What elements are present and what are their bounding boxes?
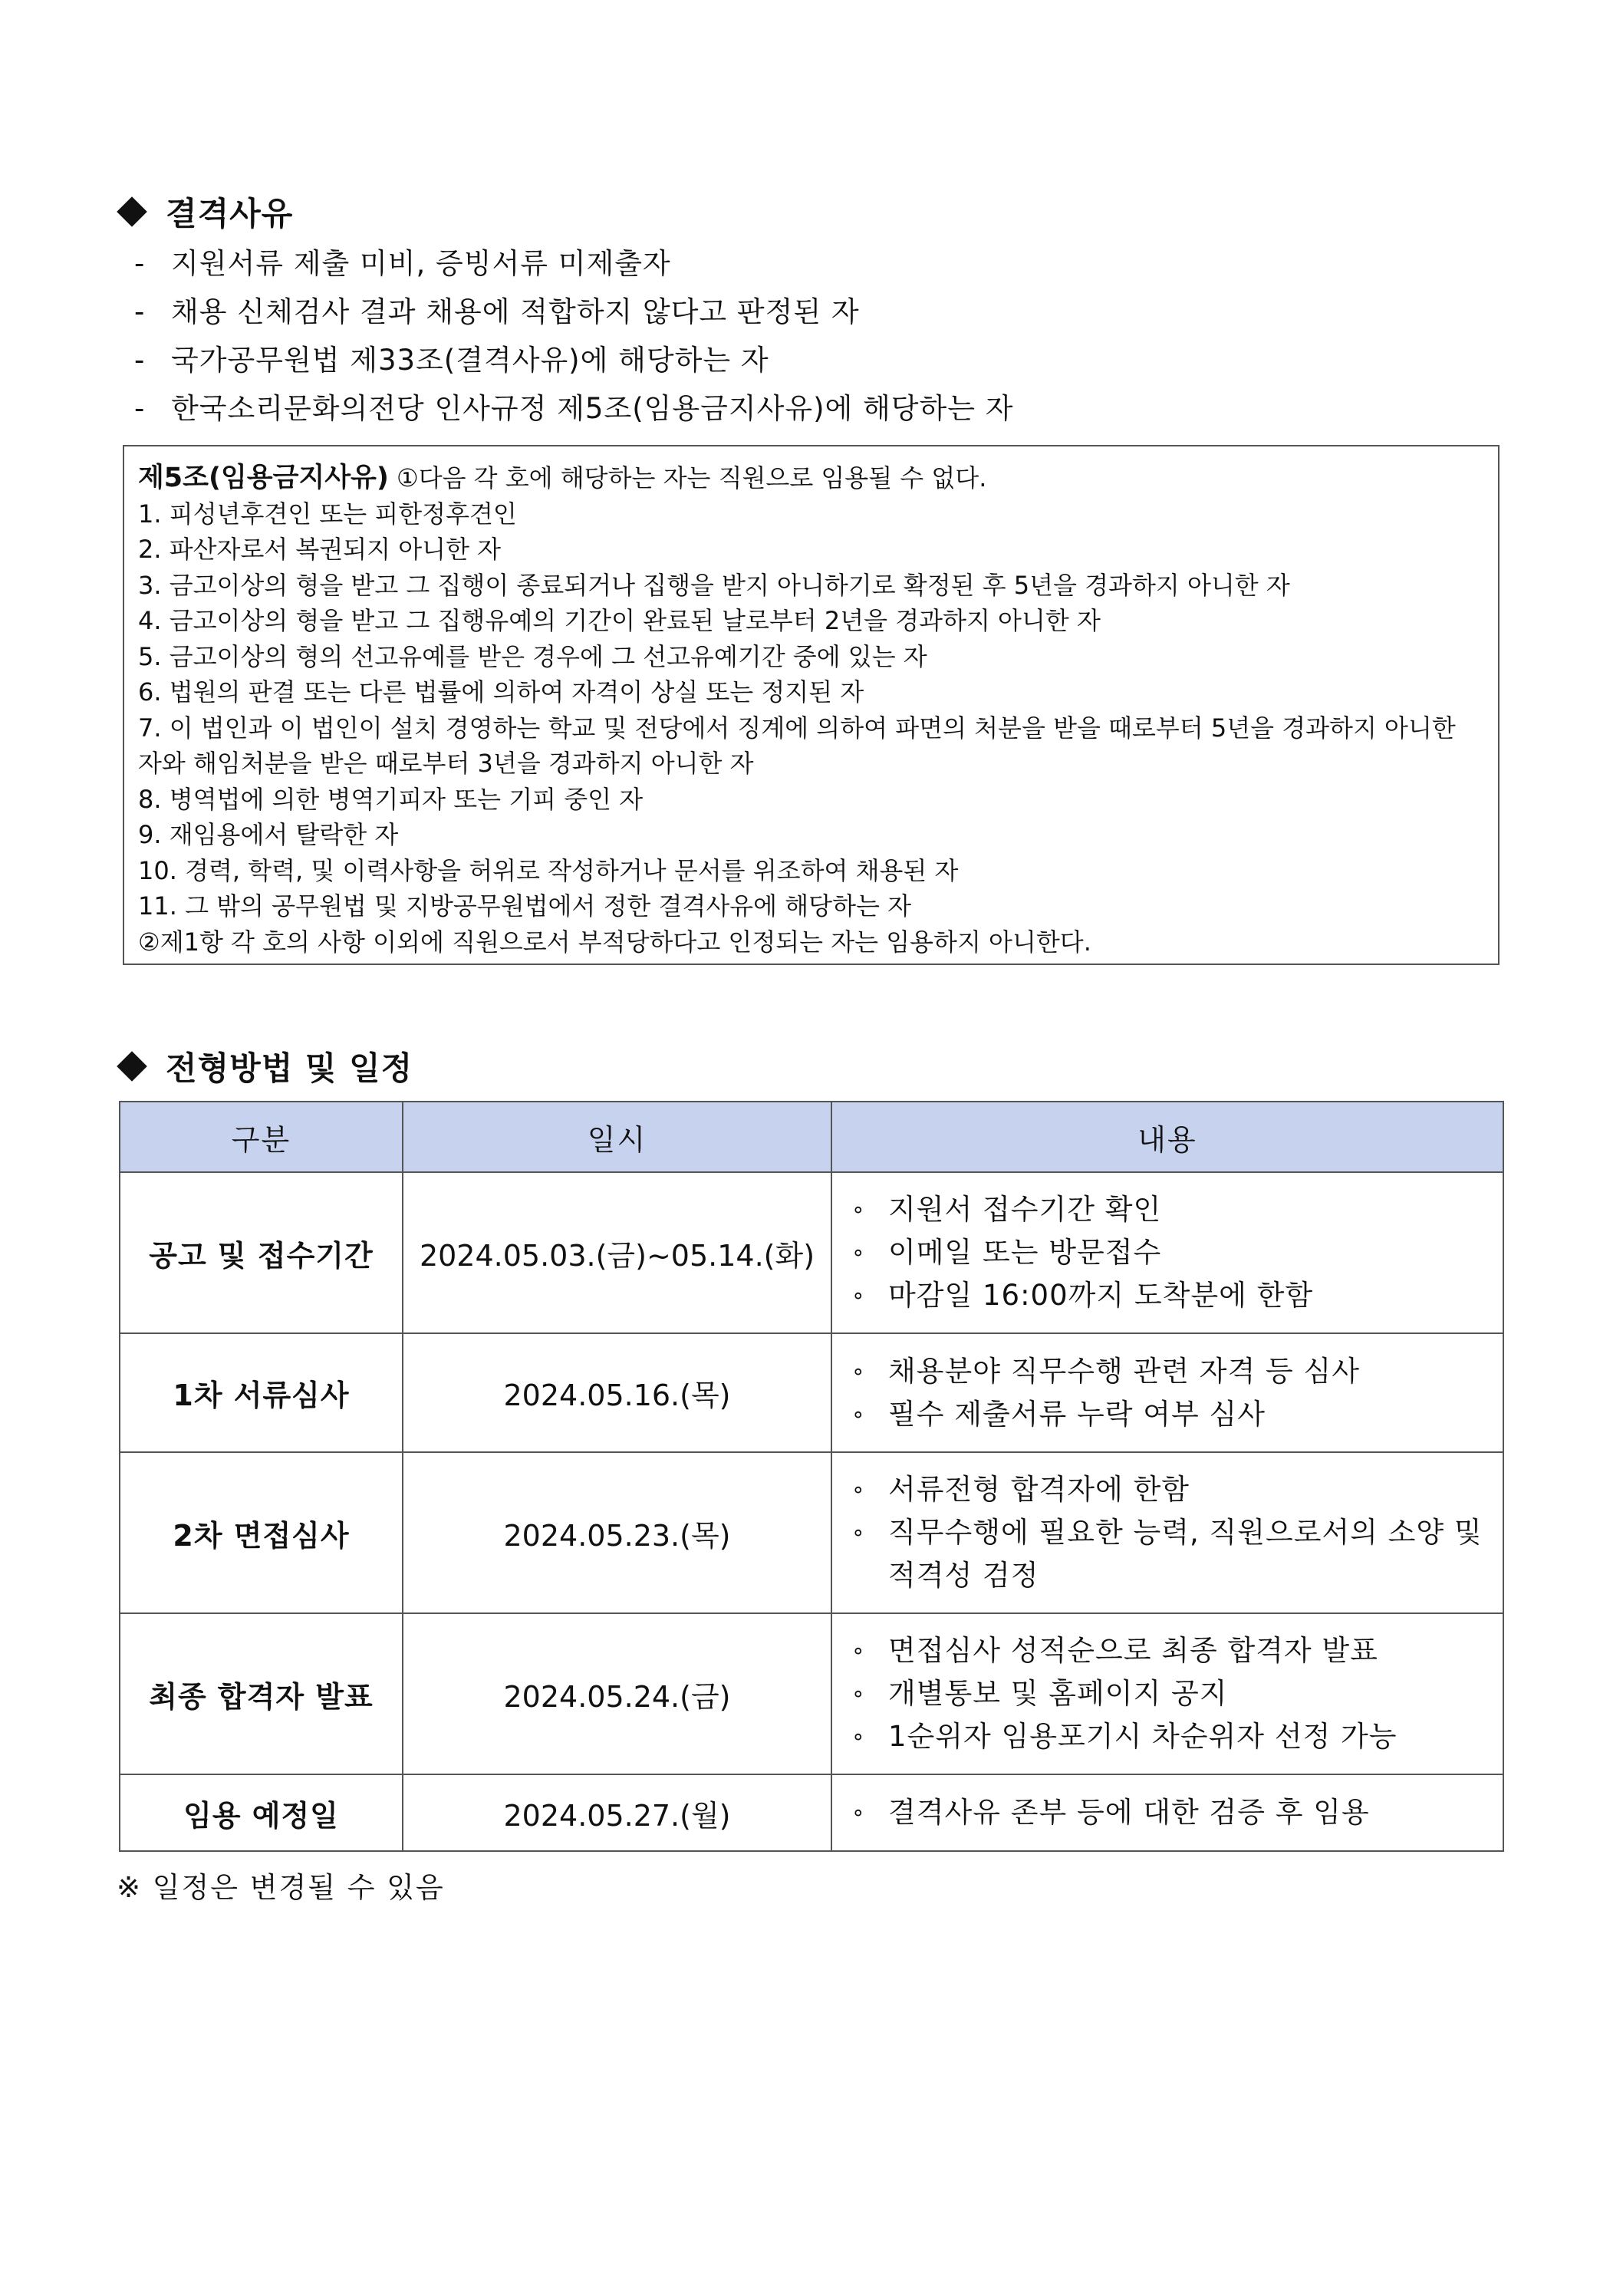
row-date: 2024.05.03.(금)~05.14.(화) (403, 1172, 831, 1333)
schedule-note: ※ 일정은 변경될 수 있음 (117, 1871, 445, 1904)
row-content (831, 1452, 1503, 1613)
list-item: ∘ 필수 제출서류 누락 여부 심사 (851, 1397, 1266, 1431)
section-heading-text: 전형방법 및 일정 (166, 1049, 413, 1087)
law-line: ②제1항 각 호의 사항 이외에 직원으로서 부적당하다고 인정되는 자는 임용하지 아니한다. (138, 927, 1091, 957)
column-header-date: 일시 (403, 1102, 831, 1172)
law-line: 11. 그 밖의 공무원법 및 지방공무원법에서 정한 결격사유에 해당하는 자 (138, 891, 911, 921)
table-row (120, 1452, 1503, 1613)
table-row (120, 1333, 1503, 1452)
list-item: ∘ 결격사유 존부 등에 대한 검증 후 임용 (851, 1796, 1370, 1829)
table-row (120, 1774, 1503, 1851)
law-line: 4. 금고이상의 형을 받고 그 집행유예의 기간이 완료된 날로부터 2년을 경과하지 아니한 자 (138, 606, 1101, 635)
list-item: ∘ 1순위자 임용포기시 차순위자 선정 가능 (851, 1720, 1397, 1753)
row-date: 2024.05.24.(금) (403, 1613, 831, 1774)
row-date: 2024.05.16.(목) (403, 1333, 831, 1452)
law-line: 2. 파산자로서 복권되지 아니한 자 (138, 535, 502, 564)
diamond-bullet-icon (117, 1051, 147, 1082)
section-heading-text: 결격사유 (166, 195, 294, 232)
law-line: 10. 경력, 학력, 및 이력사항을 허위로 작성하거나 문서를 위조하여 채용된 자 (138, 855, 959, 885)
section-heading-schedule (115, 1043, 413, 1089)
row-category: 2차 면접심사 (120, 1452, 403, 1613)
law-line: 8. 병역법에 의한 병역기피자 또는 기피 중인 자 (138, 784, 644, 814)
law-line: 6. 법원의 판결 또는 다른 법률에 의하여 자격이 상실 또는 정지된 자 (138, 677, 864, 707)
law-intro-line: 제5조(임용금지사유) ①다음 각 호에 해당하는 자는 직원으로 임용될 수 없다. (138, 463, 987, 493)
law-line: 9. 재임용에서 탈락한 자 (138, 820, 399, 849)
law-line: 5. 금고이상의 형의 선고유예를 받은 경우에 그 선고유예기간 중에 있는 자 (138, 641, 927, 671)
column-header-category: 구분 (120, 1102, 403, 1172)
list-item: ∘ 면접심사 성적순으로 최종 합격자 발표 (851, 1634, 1378, 1667)
law-line: 7. 이 법인과 이 법인이 설치 경영하는 학교 및 전당에서 징계에 의하여 파면의 처분을 받을 때로부터 5년을 경과하지 아니한 자와 해임처분을 받은 때로부터 3년을 경과하지 아니한 자 (138, 713, 1456, 778)
table-row (120, 1172, 1503, 1333)
section-heading-disqualification (115, 189, 293, 235)
list-item: ∘ 이메일 또는 방문접수 (851, 1236, 1162, 1269)
list-item: - 채용 신체검사 결과 채용에 적합하지 않다고 판정된 자 (134, 295, 860, 328)
row-date: 2024.05.23.(목) (403, 1452, 831, 1613)
row-category: 임용 예정일 (120, 1774, 403, 1851)
row-content (831, 1333, 1503, 1452)
list-item: - 지원서류 제출 미비, 증빙서류 미제출자 (134, 247, 671, 280)
row-category: 최종 합격자 발표 (120, 1613, 403, 1774)
law-title: 제5조(임용금지사유) (138, 463, 389, 493)
list-item: ∘ 직무수행에 필요한 능력, 직원으로서의 소양 및 적격성 검정 (851, 1516, 1483, 1592)
column-header-content: 내용 (831, 1102, 1503, 1172)
row-category: 1차 서류심사 (120, 1333, 403, 1452)
law-excerpt-box (123, 445, 1500, 965)
disqualification-list (134, 239, 1014, 433)
row-content (831, 1774, 1503, 1851)
list-item: ∘ 서류전형 합격자에 한함 (851, 1473, 1190, 1506)
list-item: ∘ 지원서 접수기간 확인 (851, 1193, 1162, 1226)
table-row (120, 1613, 1503, 1774)
law-line: 3. 금고이상의 형을 받고 그 집행이 종료되거나 집행을 받지 아니하기로 확정된 후 5년을 경과하지 아니한 자 (138, 570, 1290, 600)
table-header-row (120, 1102, 1503, 1172)
law-line: 1. 피성년후견인 또는 피한정후견인 (138, 499, 517, 529)
row-date: 2024.05.27.(월) (403, 1774, 831, 1851)
list-item: ∘ 채용분야 직무수행 관련 자격 등 심사 (851, 1354, 1360, 1388)
row-content (831, 1172, 1503, 1333)
list-item: ∘ 개별통보 및 홈페이지 공지 (851, 1677, 1228, 1710)
row-content (831, 1613, 1503, 1774)
diamond-bullet-icon (117, 196, 147, 227)
schedule-table (119, 1101, 1504, 1852)
list-item: - 국가공무원법 제33조(결격사유)에 해당하는 자 (134, 344, 769, 377)
row-category: 공고 및 접수기간 (120, 1172, 403, 1333)
list-item: - 한국소리문화의전당 인사규정 제5조(임용금지사유)에 해당하는 자 (134, 392, 1014, 425)
list-item: ∘ 마감일 16:00까지 도착분에 한함 (851, 1279, 1314, 1312)
